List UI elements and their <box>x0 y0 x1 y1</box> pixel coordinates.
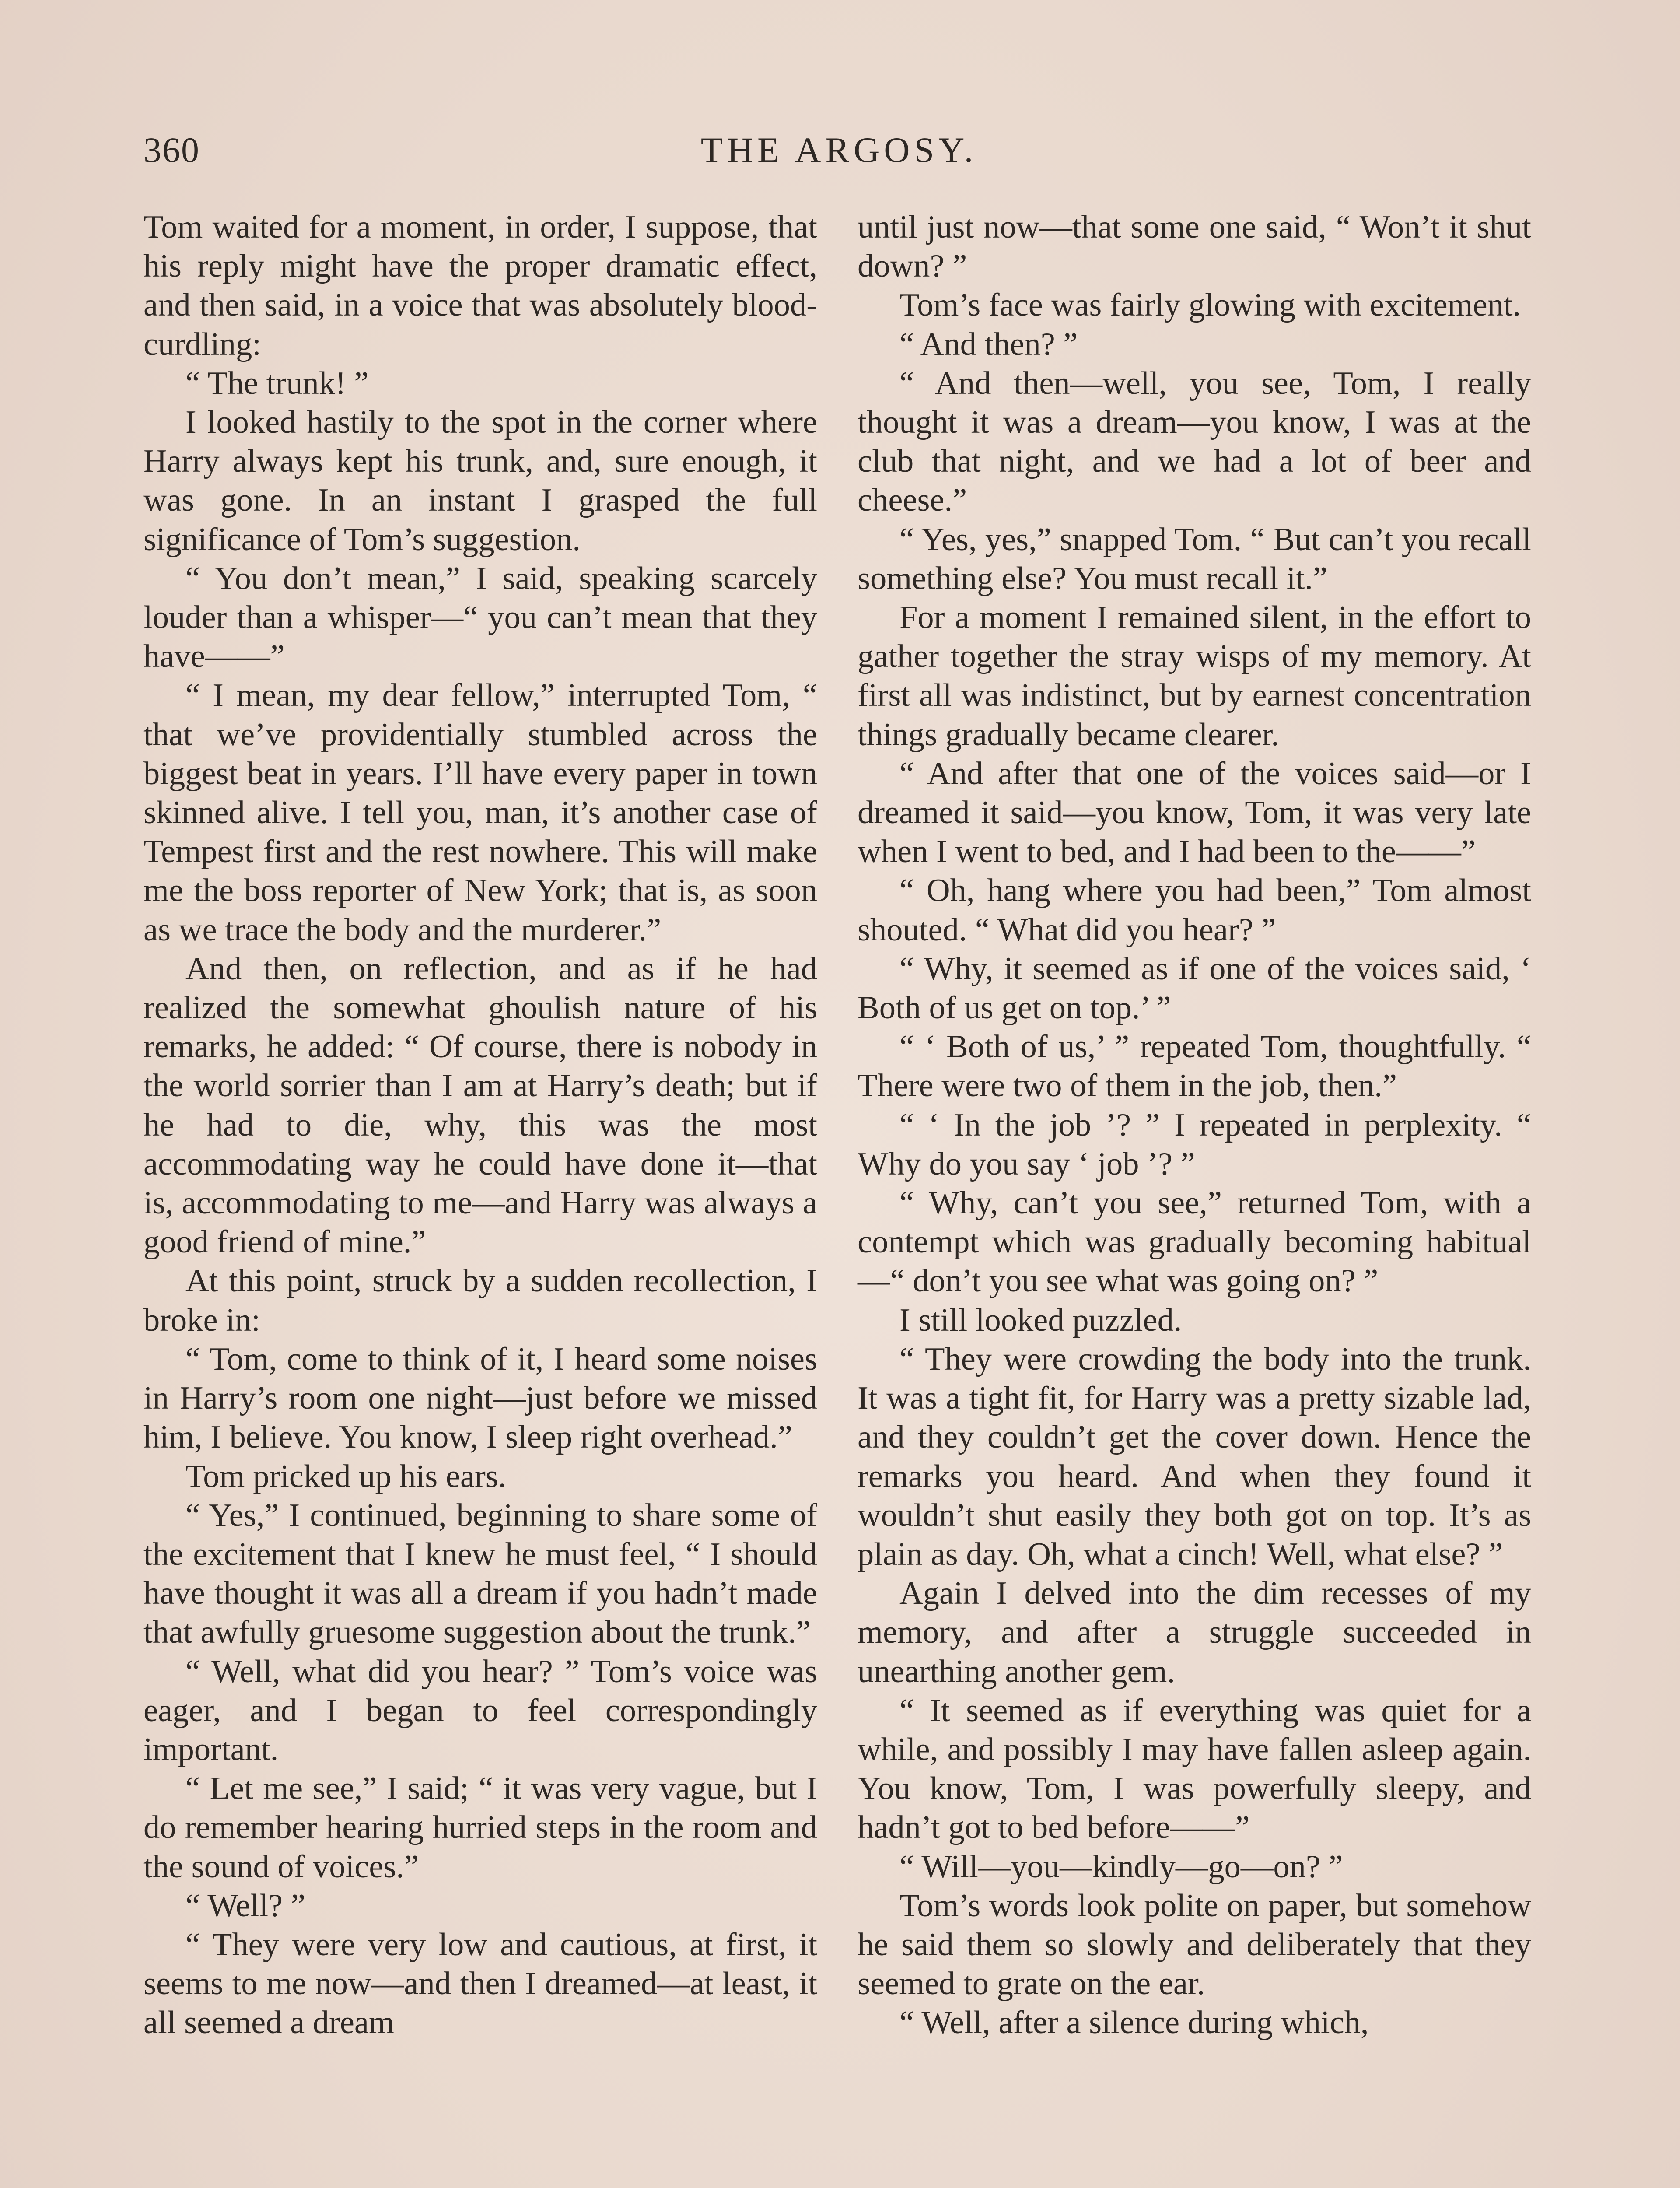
paragraph: “ Oh, hang where you had been,” Tom almost shouted. “ What did you hear? ” <box>858 873 1531 948</box>
text-column-left <box>144 208 817 2043</box>
paragraph: “ And then? ” <box>900 326 1078 362</box>
paragraph: “ Let me see,” I said; “ it was very vague, but I do remember hearing hurried steps in the room and the sound of voices.” <box>144 1771 817 1885</box>
paragraph: “ It seemed as if everything was quiet for a while, and possibly I may have fallen asleep again. You know, Tom, I was powerfully sleepy, and hadn’t got to bed before——” <box>858 1692 1531 1846</box>
paragraph: “ Yes,” I continued, beginning to share some of the excitement that I knew he must feel, “ I should have thought it was all a dream if you hadn’t made that awfully gruesome suggestion about the trunk.” <box>144 1497 817 1651</box>
paragraph: For a moment I remained silent, in the effort to gather together the stray wisps of my memory. At first all was indistinct, but by earnest concentration things gradually became clearer. <box>858 600 1531 753</box>
paragraph: “ Well, after a silence during which, <box>900 2005 1369 2041</box>
page-number: 360 <box>144 130 200 170</box>
paragraph: “ I mean, my dear fellow,” interrupted Tom, “ that we’ve providentially stumbled across the biggest beat in years. I’ll have every paper in town skinned alive. I tell you, man, it’s another case of Tempest first and the rest nowhere. This will make me the boss reporter of New York; that is, as soon as we trace the body and the murderer.” <box>144 677 817 948</box>
paragraph: Tom’s words look polite on paper, but somehow he said them so slowly and deliberately that they seemed to grate on the ear. <box>858 1887 1531 2002</box>
paragraph: Tom waited for a moment, in order, I suppose, that his reply might have the proper dramatic effect, and then said, in a voice that was absolutely blood-curdling: <box>144 209 817 362</box>
paragraph: “ The trunk! ” <box>186 365 369 401</box>
paragraph: “ And after that one of the voices said—or I dreamed it said—you know, Tom, it was very late when I went to bed, and I had been to the——” <box>858 755 1531 870</box>
paragraph: Tom’s face was fairly glowing with excitement. <box>900 287 1521 323</box>
running-title: THE ARGOSY. <box>700 130 978 170</box>
paragraph: At this point, struck by a sudden recollection, I broke in: <box>144 1263 817 1338</box>
paragraph: “ Why, it seemed as if one of the voices said, ‘ Both of us get on top.’ ” <box>858 950 1531 1026</box>
paragraph: “ They were crowding the body into the trunk. It was a tight fit, for Harry was a pretty sizable lad, and they couldn’t get the cover down. Hence the remarks you heard. And when they found it wouldn’t shut easily they both got on top. It’s as plain as day. Oh, what a cinch! Well, what else? ” <box>858 1341 1531 1572</box>
paragraph: Again I delved into the dim recesses of my memory, and after a struggle succeeded in unearthing another gem. <box>858 1575 1531 1690</box>
paragraph: “ Well, what did you hear? ” Tom’s voice was eager, and I began to feel correspondingly important. <box>144 1653 817 1767</box>
paragraph: “ You don’t mean,” I said, speaking scarcely louder than a whisper—“ you can’t mean that they have——” <box>144 560 817 675</box>
paragraph: I looked hastily to the spot in the corner where Harry always kept his trunk, and, sure enough, it was gone. In an instant I grasped the full significance of Tom’s suggestion. <box>144 404 817 558</box>
paragraph: “ ‘ Both of us,’ ” repeated Tom, thoughtfully. “ There were two of them in the job, then.” <box>858 1029 1531 1104</box>
paragraph: “ And then—well, you see, Tom, I really thought it was a dream—you know, I was at the club that night, and we had a lot of beer and cheese.” <box>858 365 1531 519</box>
paragraph: “ Yes, yes,” snapped Tom. “ But can’t you recall something else? You must recall it.” <box>858 521 1531 596</box>
paragraph: Tom pricked up his ears. <box>186 1458 507 1494</box>
paragraph: “ Well? ” <box>186 1887 305 1924</box>
paragraph: “ Will—you—kindly—go—on? ” <box>900 1848 1343 1885</box>
paragraph: “ Tom, come to think of it, I heard some noises in Harry’s room one night—just before we missed him, I believe. You know, I sleep right overhead.” <box>144 1341 817 1455</box>
paragraph: until just now—that some one said, “ Won’t it shut down? ” <box>858 209 1531 284</box>
paragraph: And then, on reflection, and as if he had realized the somewhat ghoulish nature of his remarks, he added: “ Of course, there is nobody in the world sorrier than I am at Harry’s death; but if he had to die, why, this was the most accommodating way he could have done it—that is, accommodating to me—and Harry was always a good friend of mine.” <box>144 950 817 1260</box>
page-header <box>144 130 1535 186</box>
text-column-right <box>858 208 1531 2043</box>
paragraph: “ They were very low and cautious, at first, it seems to me now—and then I dreamed—at least, it all seemed a dream <box>144 1926 817 2041</box>
paragraph: “ Why, can’t you see,” returned Tom, with a contempt which was gradually becoming habitual—“ don’t you see what was going on? ” <box>858 1185 1531 1299</box>
paragraph: “ ‘ In the job ’? ” I repeated in perplexity. “ Why do you say ‘ job ’? ” <box>858 1107 1531 1182</box>
paragraph: I still looked puzzled. <box>900 1302 1182 1338</box>
